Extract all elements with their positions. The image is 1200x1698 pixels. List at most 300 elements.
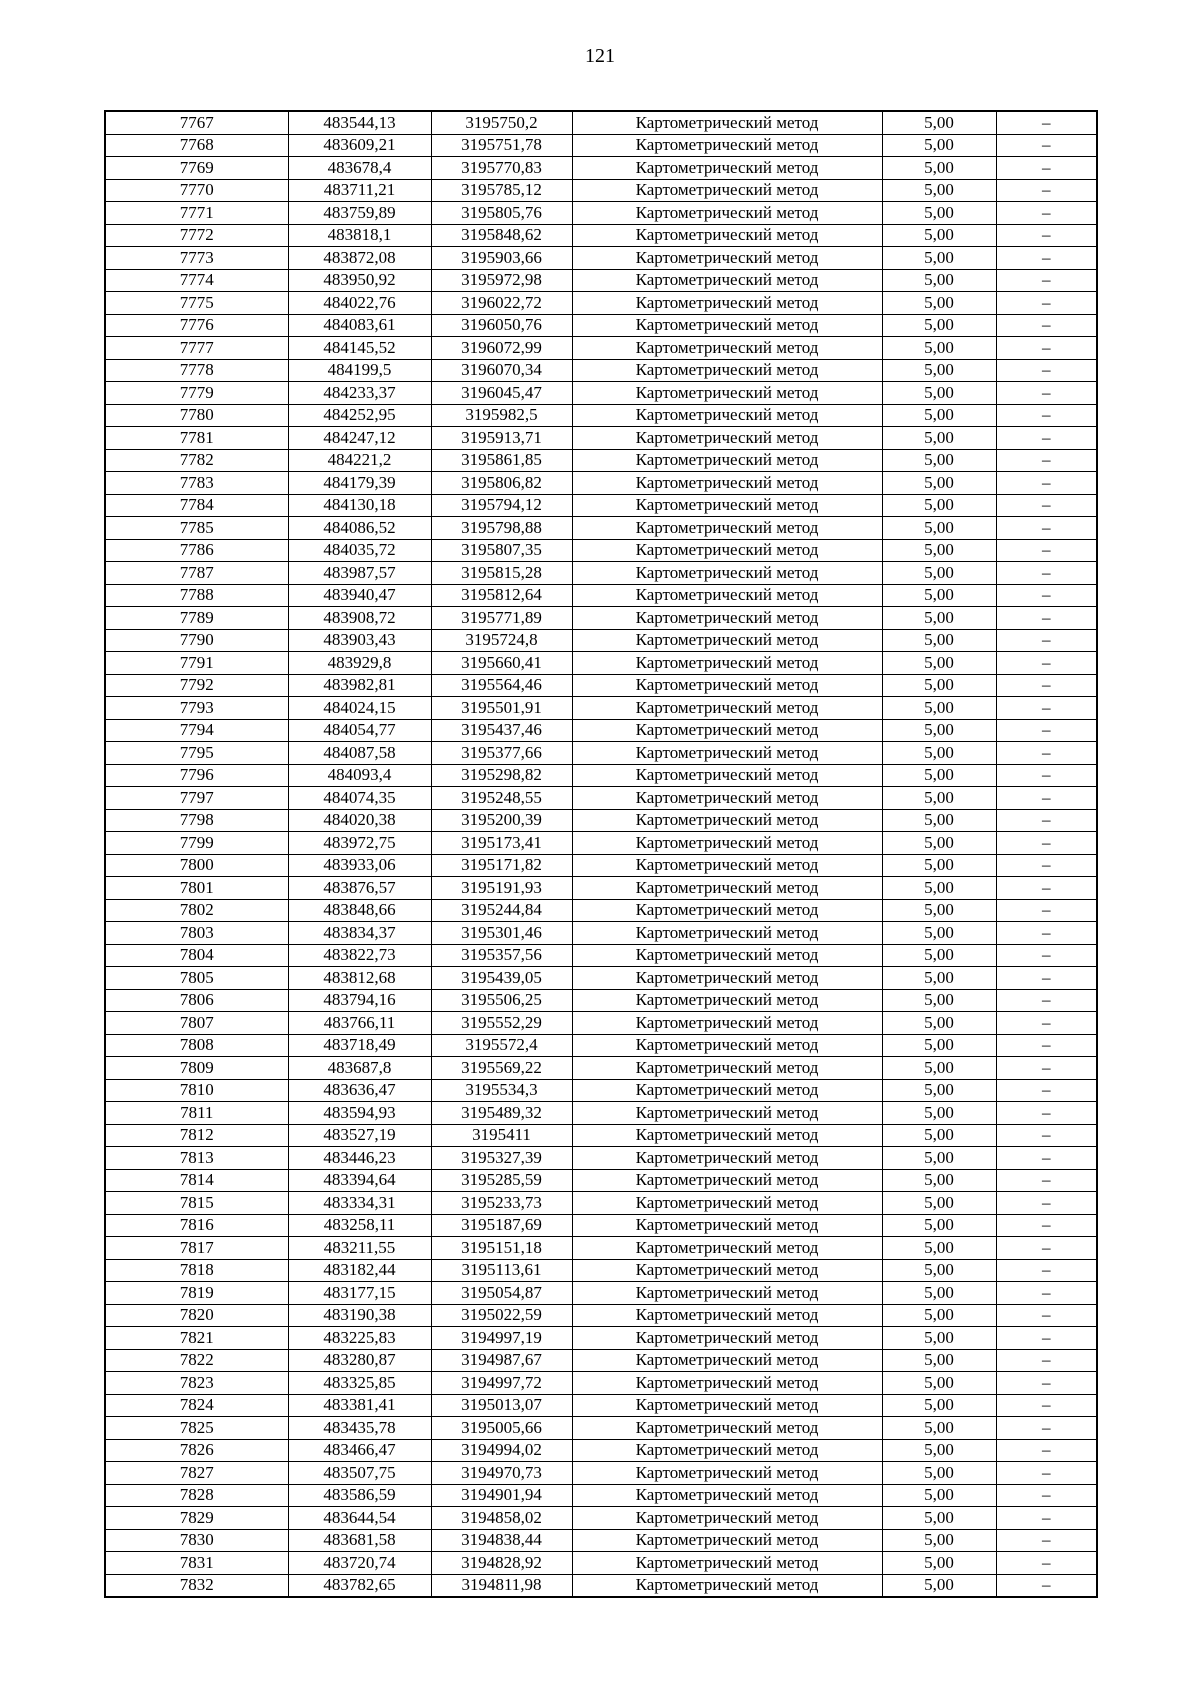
accuracy-cell: 5,00: [882, 202, 996, 225]
accuracy-cell: 5,00: [882, 1529, 996, 1552]
point-number-cell: 7776: [105, 314, 288, 337]
accuracy-cell: 5,00: [882, 899, 996, 922]
y-coordinate-cell: 3194987,67: [431, 1349, 572, 1372]
y-coordinate-cell: 3195377,66: [431, 742, 572, 765]
table-row: [105, 1394, 1097, 1417]
x-coordinate-cell: 483594,93: [288, 1102, 431, 1125]
y-coordinate-cell: 3195005,66: [431, 1417, 572, 1440]
note-cell: –: [996, 292, 1097, 315]
note-cell: –: [996, 809, 1097, 832]
x-coordinate-cell: 483586,59: [288, 1484, 431, 1507]
method-cell: Картометрический метод: [572, 854, 882, 877]
accuracy-cell: 5,00: [882, 562, 996, 585]
point-number-cell: 7769: [105, 157, 288, 180]
y-coordinate-cell: 3196022,72: [431, 292, 572, 315]
note-cell: –: [996, 562, 1097, 585]
table-row: [105, 179, 1097, 202]
table-row: [105, 809, 1097, 832]
point-number-cell: 7807: [105, 1012, 288, 1035]
note-cell: –: [996, 1394, 1097, 1417]
y-coordinate-cell: 3195489,32: [431, 1102, 572, 1125]
note-cell: –: [996, 1462, 1097, 1485]
y-coordinate-cell: 3195013,07: [431, 1394, 572, 1417]
method-cell: Картометрический метод: [572, 292, 882, 315]
method-cell: Картометрический метод: [572, 314, 882, 337]
x-coordinate-cell: 483794,16: [288, 989, 431, 1012]
point-number-cell: 7793: [105, 697, 288, 720]
note-cell: –: [996, 269, 1097, 292]
method-cell: Картометрический метод: [572, 1349, 882, 1372]
y-coordinate-cell: 3195187,69: [431, 1214, 572, 1237]
table-row: [105, 674, 1097, 697]
point-number-cell: 7802: [105, 899, 288, 922]
method-cell: Картометрический метод: [572, 877, 882, 900]
accuracy-cell: 5,00: [882, 1237, 996, 1260]
point-number-cell: 7817: [105, 1237, 288, 1260]
note-cell: –: [996, 157, 1097, 180]
y-coordinate-cell: 3194901,94: [431, 1484, 572, 1507]
method-cell: Картометрический метод: [572, 899, 882, 922]
note-cell: –: [996, 337, 1097, 360]
method-cell: Картометрический метод: [572, 944, 882, 967]
method-cell: Картометрический метод: [572, 1282, 882, 1305]
x-coordinate-cell: 484179,39: [288, 472, 431, 495]
accuracy-cell: 5,00: [882, 1394, 996, 1417]
method-cell: Картометрический метод: [572, 494, 882, 517]
table-row: [105, 1169, 1097, 1192]
point-number-cell: 7773: [105, 247, 288, 270]
x-coordinate-cell: 484221,2: [288, 449, 431, 472]
accuracy-cell: 5,00: [882, 1169, 996, 1192]
point-number-cell: 7786: [105, 539, 288, 562]
y-coordinate-cell: 3195534,3: [431, 1079, 572, 1102]
point-number-cell: 7772: [105, 224, 288, 247]
point-number-cell: 7781: [105, 427, 288, 450]
x-coordinate-cell: 483872,08: [288, 247, 431, 270]
note-cell: –: [996, 1169, 1097, 1192]
x-coordinate-cell: 483507,75: [288, 1462, 431, 1485]
method-cell: Картометрический метод: [572, 584, 882, 607]
accuracy-cell: 5,00: [882, 1147, 996, 1170]
y-coordinate-cell: 3194997,72: [431, 1372, 572, 1395]
method-cell: Картометрический метод: [572, 111, 882, 134]
accuracy-cell: 5,00: [882, 854, 996, 877]
x-coordinate-cell: 484252,95: [288, 404, 431, 427]
accuracy-cell: 5,00: [882, 1079, 996, 1102]
note-cell: –: [996, 382, 1097, 405]
x-coordinate-cell: 483609,21: [288, 134, 431, 157]
method-cell: Картометрический метод: [572, 1079, 882, 1102]
table-row: [105, 359, 1097, 382]
point-number-cell: 7804: [105, 944, 288, 967]
method-cell: Картометрический метод: [572, 1237, 882, 1260]
accuracy-cell: 5,00: [882, 1372, 996, 1395]
accuracy-cell: 5,00: [882, 967, 996, 990]
table-row: [105, 269, 1097, 292]
note-cell: –: [996, 1529, 1097, 1552]
table-row: [105, 652, 1097, 675]
x-coordinate-cell: 483987,57: [288, 562, 431, 585]
table-row: [105, 382, 1097, 405]
y-coordinate-cell: 3195572,4: [431, 1034, 572, 1057]
point-number-cell: 7831: [105, 1552, 288, 1575]
table-row: [105, 742, 1097, 765]
note-cell: –: [996, 944, 1097, 967]
point-number-cell: 7808: [105, 1034, 288, 1057]
x-coordinate-cell: 484233,37: [288, 382, 431, 405]
x-coordinate-cell: 483929,8: [288, 652, 431, 675]
table-row: [105, 787, 1097, 810]
x-coordinate-cell: 483818,1: [288, 224, 431, 247]
x-coordinate-cell: 483466,47: [288, 1439, 431, 1462]
note-cell: –: [996, 494, 1097, 517]
y-coordinate-cell: 3195113,61: [431, 1259, 572, 1282]
accuracy-cell: 5,00: [882, 1462, 996, 1485]
method-cell: Картометрический метод: [572, 247, 882, 270]
method-cell: Картометрический метод: [572, 967, 882, 990]
method-cell: Картометрический метод: [572, 607, 882, 630]
note-cell: –: [996, 764, 1097, 787]
note-cell: –: [996, 899, 1097, 922]
accuracy-cell: 5,00: [882, 224, 996, 247]
note-cell: –: [996, 1372, 1097, 1395]
method-cell: Картометрический метод: [572, 382, 882, 405]
x-coordinate-cell: 484020,38: [288, 809, 431, 832]
x-coordinate-cell: 483678,4: [288, 157, 431, 180]
note-cell: –: [996, 539, 1097, 562]
note-cell: –: [996, 247, 1097, 270]
accuracy-cell: 5,00: [882, 269, 996, 292]
y-coordinate-cell: 3195812,64: [431, 584, 572, 607]
accuracy-cell: 5,00: [882, 494, 996, 517]
point-number-cell: 7782: [105, 449, 288, 472]
method-cell: Картометрический метод: [572, 179, 882, 202]
note-cell: –: [996, 1034, 1097, 1057]
point-number-cell: 7771: [105, 202, 288, 225]
y-coordinate-cell: 3195327,39: [431, 1147, 572, 1170]
y-coordinate-cell: 3195301,46: [431, 922, 572, 945]
note-cell: –: [996, 1507, 1097, 1530]
note-cell: –: [996, 967, 1097, 990]
table-row: [105, 1012, 1097, 1035]
y-coordinate-cell: 3195660,41: [431, 652, 572, 675]
y-coordinate-cell: 3195248,55: [431, 787, 572, 810]
y-coordinate-cell: 3195552,29: [431, 1012, 572, 1035]
table-row: [105, 1507, 1097, 1530]
x-coordinate-cell: 483527,19: [288, 1124, 431, 1147]
method-cell: Картометрический метод: [572, 1439, 882, 1462]
point-number-cell: 7798: [105, 809, 288, 832]
accuracy-cell: 5,00: [882, 1124, 996, 1147]
x-coordinate-cell: 483681,58: [288, 1529, 431, 1552]
y-coordinate-cell: 3195724,8: [431, 629, 572, 652]
accuracy-cell: 5,00: [882, 247, 996, 270]
note-cell: –: [996, 1147, 1097, 1170]
method-cell: Картометрический метод: [572, 742, 882, 765]
table-row: [105, 989, 1097, 1012]
table-row: [105, 1282, 1097, 1305]
table-row: [105, 134, 1097, 157]
y-coordinate-cell: 3195806,82: [431, 472, 572, 495]
note-cell: –: [996, 1552, 1097, 1575]
x-coordinate-cell: 483177,15: [288, 1282, 431, 1305]
point-number-cell: 7791: [105, 652, 288, 675]
point-number-cell: 7811: [105, 1102, 288, 1125]
y-coordinate-cell: 3194997,19: [431, 1327, 572, 1350]
y-coordinate-cell: 3195054,87: [431, 1282, 572, 1305]
y-coordinate-cell: 3195815,28: [431, 562, 572, 585]
y-coordinate-cell: 3194994,02: [431, 1439, 572, 1462]
note-cell: –: [996, 179, 1097, 202]
table-row: [105, 337, 1097, 360]
note-cell: –: [996, 989, 1097, 1012]
point-number-cell: 7818: [105, 1259, 288, 1282]
accuracy-cell: 5,00: [882, 877, 996, 900]
x-coordinate-cell: 483325,85: [288, 1372, 431, 1395]
point-number-cell: 7823: [105, 1372, 288, 1395]
x-coordinate-cell: 484130,18: [288, 494, 431, 517]
x-coordinate-cell: 483636,47: [288, 1079, 431, 1102]
x-coordinate-cell: 484086,52: [288, 517, 431, 540]
table-row: [105, 1349, 1097, 1372]
point-number-cell: 7810: [105, 1079, 288, 1102]
note-cell: –: [996, 854, 1097, 877]
point-number-cell: 7816: [105, 1214, 288, 1237]
method-cell: Картометрический метод: [572, 472, 882, 495]
method-cell: Картометрический метод: [572, 1574, 882, 1597]
method-cell: Картометрический метод: [572, 1394, 882, 1417]
point-number-cell: 7777: [105, 337, 288, 360]
method-cell: Картометрический метод: [572, 1552, 882, 1575]
y-coordinate-cell: 3195982,5: [431, 404, 572, 427]
method-cell: Картометрический метод: [572, 562, 882, 585]
y-coordinate-cell: 3195022,59: [431, 1304, 572, 1327]
x-coordinate-cell: 483834,37: [288, 922, 431, 945]
y-coordinate-cell: 3194838,44: [431, 1529, 572, 1552]
accuracy-cell: 5,00: [882, 719, 996, 742]
method-cell: Картометрический метод: [572, 1372, 882, 1395]
note-cell: –: [996, 1349, 1097, 1372]
accuracy-cell: 5,00: [882, 742, 996, 765]
x-coordinate-cell: 483334,31: [288, 1192, 431, 1215]
x-coordinate-cell: 483876,57: [288, 877, 431, 900]
x-coordinate-cell: 484247,12: [288, 427, 431, 450]
accuracy-cell: 5,00: [882, 697, 996, 720]
x-coordinate-cell: 484022,76: [288, 292, 431, 315]
y-coordinate-cell: 3195805,76: [431, 202, 572, 225]
note-cell: –: [996, 719, 1097, 742]
table-row: [105, 1462, 1097, 1485]
method-cell: Картометрический метод: [572, 427, 882, 450]
point-number-cell: 7822: [105, 1349, 288, 1372]
y-coordinate-cell: 3195913,71: [431, 427, 572, 450]
accuracy-cell: 5,00: [882, 1102, 996, 1125]
point-number-cell: 7805: [105, 967, 288, 990]
accuracy-cell: 5,00: [882, 989, 996, 1012]
method-cell: Картометрический метод: [572, 1462, 882, 1485]
table-row: [105, 854, 1097, 877]
y-coordinate-cell: 3195357,56: [431, 944, 572, 967]
point-number-cell: 7788: [105, 584, 288, 607]
table-row: [105, 472, 1097, 495]
point-number-cell: 7806: [105, 989, 288, 1012]
table-row: [105, 247, 1097, 270]
table-row: [105, 292, 1097, 315]
y-coordinate-cell: 3195411: [431, 1124, 572, 1147]
y-coordinate-cell: 3195439,05: [431, 967, 572, 990]
method-cell: Картометрический метод: [572, 1529, 882, 1552]
y-coordinate-cell: 3195171,82: [431, 854, 572, 877]
y-coordinate-cell: 3194858,02: [431, 1507, 572, 1530]
note-cell: –: [996, 449, 1097, 472]
accuracy-cell: 5,00: [882, 1439, 996, 1462]
accuracy-cell: 5,00: [882, 1282, 996, 1305]
x-coordinate-cell: 484074,35: [288, 787, 431, 810]
y-coordinate-cell: 3195794,12: [431, 494, 572, 517]
point-number-cell: 7824: [105, 1394, 288, 1417]
accuracy-cell: 5,00: [882, 1012, 996, 1035]
accuracy-cell: 5,00: [882, 607, 996, 630]
y-coordinate-cell: 3195200,39: [431, 809, 572, 832]
method-cell: Картометрический метод: [572, 449, 882, 472]
accuracy-cell: 5,00: [882, 382, 996, 405]
table-row: [105, 562, 1097, 585]
note-cell: –: [996, 111, 1097, 134]
accuracy-cell: 5,00: [882, 1327, 996, 1350]
y-coordinate-cell: 3195233,73: [431, 1192, 572, 1215]
y-coordinate-cell: 3194970,73: [431, 1462, 572, 1485]
note-cell: –: [996, 1102, 1097, 1125]
note-cell: –: [996, 359, 1097, 382]
x-coordinate-cell: 483848,66: [288, 899, 431, 922]
x-coordinate-cell: 483982,81: [288, 674, 431, 697]
point-number-cell: 7774: [105, 269, 288, 292]
note-cell: –: [996, 472, 1097, 495]
accuracy-cell: 5,00: [882, 1192, 996, 1215]
point-number-cell: 7795: [105, 742, 288, 765]
accuracy-cell: 5,00: [882, 674, 996, 697]
note-cell: –: [996, 629, 1097, 652]
y-coordinate-cell: 3195751,78: [431, 134, 572, 157]
table-row: [105, 1192, 1097, 1215]
table-row: [105, 1552, 1097, 1575]
method-cell: Картометрический метод: [572, 1169, 882, 1192]
accuracy-cell: 5,00: [882, 1507, 996, 1530]
accuracy-cell: 5,00: [882, 1057, 996, 1080]
x-coordinate-cell: 483280,87: [288, 1349, 431, 1372]
x-coordinate-cell: 483933,06: [288, 854, 431, 877]
point-number-cell: 7783: [105, 472, 288, 495]
note-cell: –: [996, 1124, 1097, 1147]
accuracy-cell: 5,00: [882, 629, 996, 652]
table-row: [105, 202, 1097, 225]
point-number-cell: 7797: [105, 787, 288, 810]
y-coordinate-cell: 3196072,99: [431, 337, 572, 360]
y-coordinate-cell: 3195848,62: [431, 224, 572, 247]
y-coordinate-cell: 3194811,98: [431, 1574, 572, 1597]
method-cell: Картометрический метод: [572, 1124, 882, 1147]
table-row: [105, 1372, 1097, 1395]
table-row: [105, 1034, 1097, 1057]
accuracy-cell: 5,00: [882, 157, 996, 180]
method-cell: Картометрический метод: [572, 832, 882, 855]
method-cell: Картометрический метод: [572, 337, 882, 360]
point-number-cell: 7815: [105, 1192, 288, 1215]
table-body: [105, 111, 1097, 1597]
point-number-cell: 7819: [105, 1282, 288, 1305]
y-coordinate-cell: 3195785,12: [431, 179, 572, 202]
table-row: [105, 1237, 1097, 1260]
y-coordinate-cell: 3195564,46: [431, 674, 572, 697]
point-number-cell: 7790: [105, 629, 288, 652]
x-coordinate-cell: 483435,78: [288, 1417, 431, 1440]
accuracy-cell: 5,00: [882, 922, 996, 945]
point-number-cell: 7829: [105, 1507, 288, 1530]
y-coordinate-cell: 3195861,85: [431, 449, 572, 472]
method-cell: Картометрический метод: [572, 1012, 882, 1035]
table-row: [105, 157, 1097, 180]
accuracy-cell: 5,00: [882, 427, 996, 450]
y-coordinate-cell: 3195298,82: [431, 764, 572, 787]
x-coordinate-cell: 483950,92: [288, 269, 431, 292]
y-coordinate-cell: 3195807,35: [431, 539, 572, 562]
accuracy-cell: 5,00: [882, 832, 996, 855]
point-number-cell: 7832: [105, 1574, 288, 1597]
y-coordinate-cell: 3196045,47: [431, 382, 572, 405]
x-coordinate-cell: 483687,8: [288, 1057, 431, 1080]
table-row: [105, 1304, 1097, 1327]
y-coordinate-cell: 3195244,84: [431, 899, 572, 922]
point-number-cell: 7787: [105, 562, 288, 585]
table-row: [105, 539, 1097, 562]
note-cell: –: [996, 314, 1097, 337]
accuracy-cell: 5,00: [882, 359, 996, 382]
table-row: [105, 1057, 1097, 1080]
note-cell: –: [996, 697, 1097, 720]
x-coordinate-cell: 483190,38: [288, 1304, 431, 1327]
accuracy-cell: 5,00: [882, 1552, 996, 1575]
point-number-cell: 7768: [105, 134, 288, 157]
x-coordinate-cell: 484093,4: [288, 764, 431, 787]
x-coordinate-cell: 483822,73: [288, 944, 431, 967]
point-number-cell: 7826: [105, 1439, 288, 1462]
accuracy-cell: 5,00: [882, 472, 996, 495]
point-number-cell: 7809: [105, 1057, 288, 1080]
accuracy-cell: 5,00: [882, 449, 996, 472]
y-coordinate-cell: 3195771,89: [431, 607, 572, 630]
method-cell: Картометрический метод: [572, 269, 882, 292]
point-number-cell: 7796: [105, 764, 288, 787]
accuracy-cell: 5,00: [882, 292, 996, 315]
y-coordinate-cell: 3195191,93: [431, 877, 572, 900]
method-cell: Картометрический метод: [572, 674, 882, 697]
table-row: [105, 1439, 1097, 1462]
x-coordinate-cell: 483446,23: [288, 1147, 431, 1170]
accuracy-cell: 5,00: [882, 1417, 996, 1440]
note-cell: –: [996, 404, 1097, 427]
x-coordinate-cell: 483711,21: [288, 179, 431, 202]
method-cell: Картометрический метод: [572, 1259, 882, 1282]
method-cell: Картометрический метод: [572, 1057, 882, 1080]
y-coordinate-cell: 3196050,76: [431, 314, 572, 337]
y-coordinate-cell: 3195501,91: [431, 697, 572, 720]
method-cell: Картометрический метод: [572, 1327, 882, 1350]
x-coordinate-cell: 483972,75: [288, 832, 431, 855]
method-cell: Картометрический метод: [572, 1034, 882, 1057]
method-cell: Картометрический метод: [572, 1147, 882, 1170]
accuracy-cell: 5,00: [882, 134, 996, 157]
y-coordinate-cell: 3195972,98: [431, 269, 572, 292]
